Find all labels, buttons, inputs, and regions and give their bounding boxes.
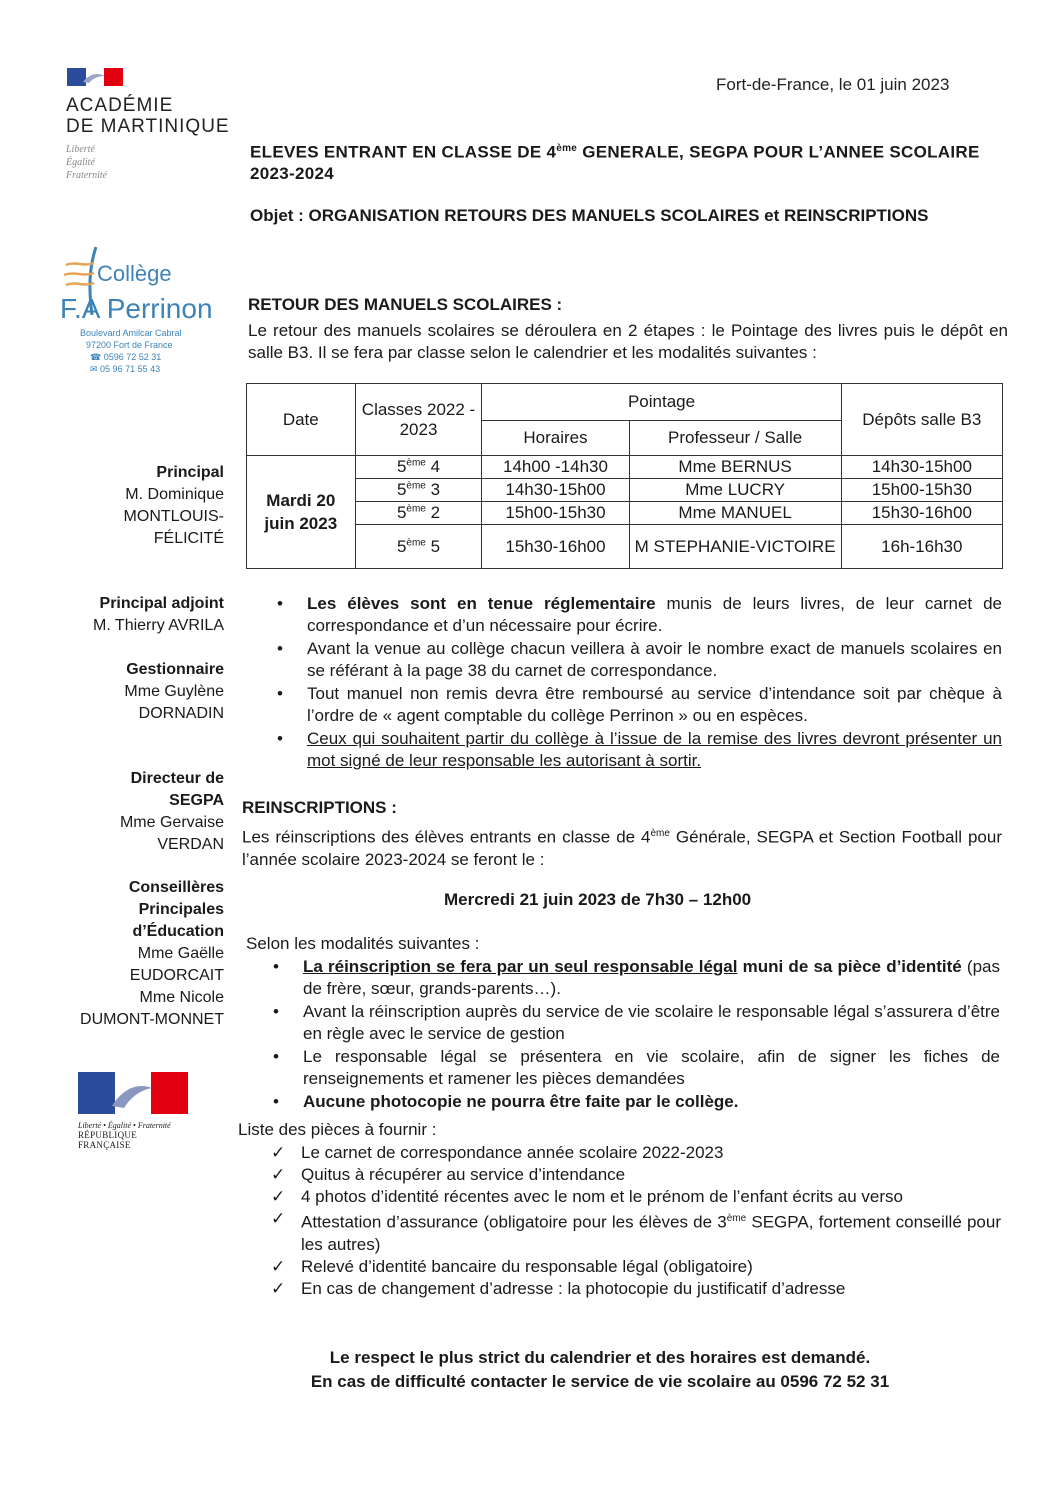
cell-classe: 5ème 5 <box>355 525 482 569</box>
checkmark-icon: ✓ <box>271 1143 286 1162</box>
republique-devise: Liberté • Égalité • Fraternité <box>78 1121 171 1130</box>
list-item: • Aucune photocopie ne pourra être faite par le collège. <box>273 1092 739 1111</box>
college-fax: ✉ 05 96 71 55 43 <box>90 364 161 374</box>
retour-bullets <box>277 593 1002 773</box>
reinscriptions-intro: Les réinscriptions des élèves entrants en classe de 4ème Générale, SEGPA et Section Football pour l’année scolaire 2023-2024 se feront le : <box>242 827 1002 869</box>
list-item: • Ceux qui souhaitent partir du collège à l’issue de la remise des livres devront présenter un mot signé de leur responsable les autorisant à sortir. <box>277 729 1002 770</box>
reinscriptions-date: Mercredi 21 juin 2023 de 7h30 – 12h00 <box>444 890 752 909</box>
checkmark-icon: ✓ <box>271 1209 286 1228</box>
bullet-icon: • <box>277 639 283 658</box>
list-item: ✓ Quitus à récupérer au service d’intendance <box>271 1165 626 1184</box>
list-item: ✓ Le carnet de correspondance année scolaire 2022-2023 <box>271 1143 724 1162</box>
college-word: Collège <box>97 261 172 286</box>
th-classes: Classes 2022 - 2023 <box>355 384 482 456</box>
cell-classe: 5ème 4 <box>355 456 482 479</box>
table-row <box>247 479 1003 502</box>
college-address1: Boulevard Amilcar Cabral <box>80 328 182 338</box>
list-item: • Avant la réinscription auprès du service de vie scolaire le responsable légal s’assurera d’être en règle avec le service de gestion <box>273 1002 1000 1043</box>
cell-classe: 5ème 2 <box>355 502 482 525</box>
college-address2: 97200 Fort de France <box>86 340 173 350</box>
calendar-table <box>246 383 1003 569</box>
checkmark-icon: ✓ <box>271 1256 286 1276</box>
sidebar-gestionnaire: Gestionnaire Mme Guylène DORNADIN <box>124 661 224 722</box>
sidebar-principal: Principal M. Dominique MONTLOUIS- FÉLICITÉ <box>123 464 224 547</box>
th-prof: Professeur / Salle <box>629 421 841 456</box>
phone-icon: ☎ <box>90 352 104 362</box>
reinscriptions-bullets <box>273 956 1001 1114</box>
bullet-icon: • <box>273 1002 279 1021</box>
liste-title: Liste des pièces à fournir : <box>238 1120 437 1139</box>
list-item: ✓ 4 photos d’identité récentes avec le nom et le prénom de l’enfant écrits au verso <box>271 1187 903 1206</box>
th-horaires: Horaires <box>482 421 629 456</box>
cell-prof: M STEPHANIE-VICTOIRE <box>629 525 841 569</box>
footer-notice: Le respect le plus strict du calendrier et des horaires est demandé. En cas de difficulté contacter le service de vie scolaire au 0596 72 52 31 <box>310 1348 890 1391</box>
cell-depot: 16h-16h30 <box>841 525 1002 569</box>
document-title: ELEVES ENTRANT EN CLASSE DE 4ème GENERALE, SEGPA POUR L’ANNEE SCOLAIRE 2023-2024 <box>250 142 980 183</box>
reinscriptions-heading: REINSCRIPTIONS : <box>242 798 397 817</box>
marianne-flag-icon <box>78 1072 188 1114</box>
checkmark-icon: ✓ <box>271 1165 286 1184</box>
cell-depot: 15h30-16h00 <box>841 502 1002 525</box>
document-date: Fort-de-France, le 01 juin 2023 <box>716 75 950 94</box>
cell-prof: Mme MANUEL <box>629 502 841 525</box>
list-item: • La réinscription se fera par un seul responsable légal muni de sa pièce d’identité (pas de frère, sœur, grands-parents…). <box>273 957 1001 998</box>
list-item: ✓ En cas de changement d’adresse : la photocopie du justificatif d’adresse <box>271 1278 846 1298</box>
sidebar-segpa: Directeur de SEGPA Mme Gervaise VERDAN <box>119 770 224 853</box>
cell-prof: Mme LUCRY <box>629 479 841 502</box>
cell-horaire: 14h30-15h00 <box>482 479 629 502</box>
list-item: • Le responsable légal se présentera en vie scolaire, afin de signer les fiches de renseignements et ramener les pièces demandées <box>273 1047 1000 1088</box>
table-row <box>247 456 1003 479</box>
cell-depot: 14h30-15h00 <box>841 456 1002 479</box>
th-pointage: Pointage <box>482 384 841 421</box>
cell-horaire: 14h00 -14h30 <box>482 456 629 479</box>
retour-intro: Le retour des manuels scolaires se déroulera en 2 étapes : le Pointage des livres puis le dépôt en salle B3. Il se fera par classe selon le calendrier et les modalités suivantes : <box>248 321 1008 362</box>
sidebar-cpe: Conseillères Principales d’Éducation Mme Gaëlle EUDORCAIT Mme Nicole DUMONT-MONNET <box>80 879 224 1028</box>
college-name: F.A Perrinon <box>60 293 213 324</box>
cell-horaire: 15h00-15h30 <box>482 502 629 525</box>
modalites-label: Selon les modalités suivantes : <box>246 934 480 953</box>
bullet-icon: • <box>277 729 283 748</box>
document-objet: Objet : ORGANISATION RETOURS DES MANUELS SCOLAIRES et REINSCRIPTIONS <box>250 206 929 225</box>
cell-prof: Mme BERNUS <box>629 456 841 479</box>
cell-date: Mardi 20 juin 2023 <box>247 456 356 569</box>
academie-devise: Liberté Égalité Fraternité <box>66 144 108 181</box>
fax-icon: ✉ <box>90 364 101 374</box>
bullet-icon: • <box>273 1047 279 1066</box>
college-phone: ☎ 0596 72 52 31 <box>90 352 162 362</box>
th-date: Date <box>247 384 356 456</box>
list-item: • Les élèves sont en tenue réglementaire munis de leurs livres, de leur carnet de correspondance et d’un nécessaire pour écrire. <box>277 594 1002 635</box>
republique-logo <box>78 1072 190 1150</box>
academie-name: ACADÉMIE DE MARTINIQUE <box>66 95 230 137</box>
checkmark-icon: ✓ <box>271 1278 286 1298</box>
list-item: ✓ Relevé d’identité bancaire du responsable légal (obligatoire) <box>271 1256 753 1276</box>
pieces-list <box>271 1142 1001 1300</box>
cell-classe: 5ème 3 <box>355 479 482 502</box>
list-item: • Tout manuel non remis devra être remboursé au service d’intendance soit par chèque à l’ordre de « agent comptable du collège Perrinon » ou en espèces. <box>277 684 1002 725</box>
republique-name: RÉPUBLIQUE FRANÇAISE <box>78 1130 137 1150</box>
bullet-icon: • <box>277 594 283 613</box>
bullet-icon: • <box>273 957 279 976</box>
cell-horaire: 15h30-16h00 <box>482 525 629 569</box>
cell-depot: 15h00-15h30 <box>841 479 1002 502</box>
table-row <box>247 525 1003 569</box>
checkmark-icon: ✓ <box>271 1187 286 1206</box>
bullet-icon: • <box>273 1092 279 1111</box>
table-row <box>247 502 1003 525</box>
bullet-icon: • <box>277 684 283 703</box>
list-item: ✓ Attestation d’assurance (obligatoire pour les élèves de 3ème SEGPA, fortement conseillé pour les autres) <box>271 1209 1001 1254</box>
sidebar-adjoint: Principal adjoint M. Thierry AVRILA <box>93 595 224 634</box>
th-depots: Dépôts salle B3 <box>841 384 1002 456</box>
retour-heading: RETOUR DES MANUELS SCOLAIRES : <box>248 295 563 314</box>
academie-flag-logo <box>67 68 123 86</box>
list-item: • Avant la venue au collège chacun veillera à avoir le nombre exact de manuels scolaires en se référant à la page 38 du carnet de correspondance. <box>277 639 1002 680</box>
